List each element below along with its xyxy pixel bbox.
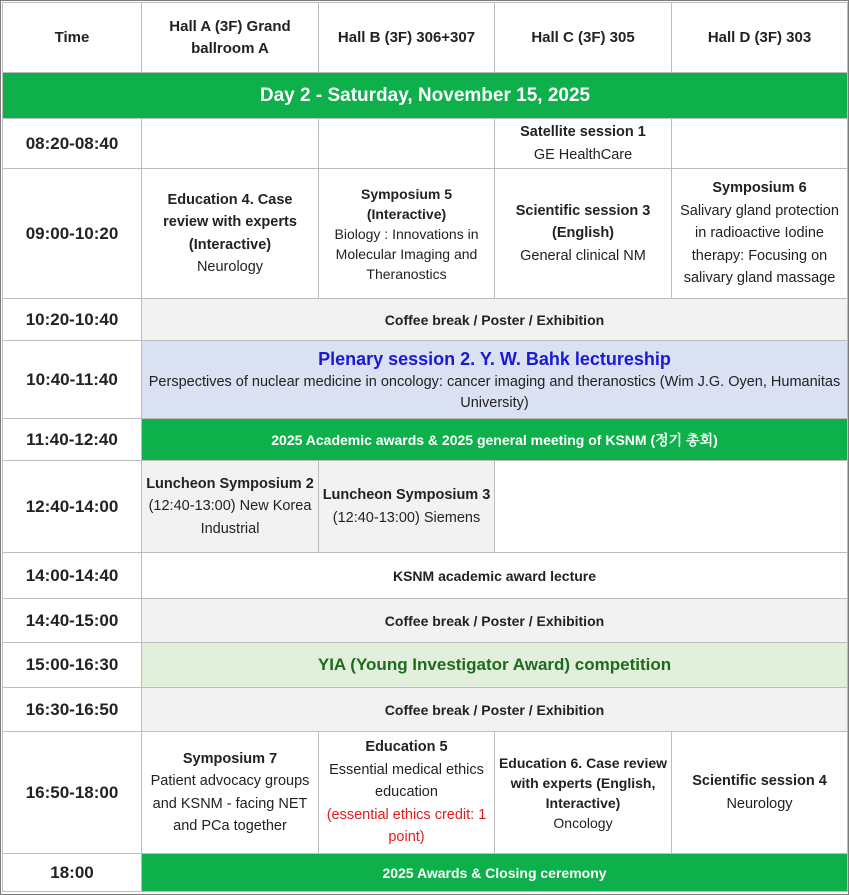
table-row xyxy=(3,119,848,169)
empty-cell xyxy=(672,119,848,169)
time-cell: 14:00-14:40 xyxy=(3,553,142,599)
session-title: Symposium 6 xyxy=(712,180,807,197)
table-row xyxy=(3,732,848,854)
session-title: Luncheon Symposium 2 xyxy=(146,475,314,492)
session-detail: Neurology xyxy=(726,795,793,812)
session-title: Luncheon Symposium 3 xyxy=(322,487,491,503)
session-cell xyxy=(495,169,672,299)
time-cell: 15:00-16:30 xyxy=(3,643,142,688)
table-row xyxy=(3,688,848,732)
session-cell xyxy=(672,732,848,854)
session-cell xyxy=(142,461,319,553)
day-row xyxy=(3,73,848,119)
time-cell: 09:00-10:20 xyxy=(3,169,142,299)
session-cell xyxy=(319,732,495,854)
break-cell: Coffee break / Poster / Exhibition xyxy=(142,599,848,643)
time-cell: 12:40-14:00 xyxy=(3,461,142,553)
session-title: Education 6. Case review with experts (English, Interactive) xyxy=(498,754,668,811)
time-cell: 10:40-11:40 xyxy=(3,341,142,419)
table-row xyxy=(3,341,848,419)
session-title: Symposium 5 (Interactive) xyxy=(360,185,453,222)
col-header-hall-a: Hall A (3F) Grand ballroom A xyxy=(142,3,319,73)
session-detail: Biology : Innovations in Molecular Imaging and Theranostics xyxy=(334,225,479,282)
closing-cell: 2025 Awards & Closing ceremony xyxy=(142,854,848,892)
table-row xyxy=(3,599,848,643)
table-row xyxy=(3,169,848,299)
session-title: Symposium 7 xyxy=(182,750,278,767)
session-cell xyxy=(142,732,319,854)
table-row xyxy=(3,299,848,341)
session-cell xyxy=(672,169,848,299)
table-row xyxy=(3,854,848,892)
session-detail: GE HealthCare xyxy=(533,146,633,163)
table-row xyxy=(3,419,848,461)
session-cell xyxy=(319,461,495,553)
ethics-credit-note: (essential ethics credit: 1 point) xyxy=(326,806,487,846)
col-header-hall-c: Hall C (3F) 305 xyxy=(495,3,672,73)
empty-cell xyxy=(495,461,848,553)
time-cell: 14:40-15:00 xyxy=(3,599,142,643)
time-cell: 11:40-12:40 xyxy=(3,419,142,461)
header-row xyxy=(3,3,848,73)
plenary-title: Plenary session 2. Y. W. Bahk lectureship xyxy=(318,348,671,369)
schedule-table xyxy=(2,2,848,892)
plenary-cell xyxy=(142,341,848,419)
session-title: Education 4. Case review with experts (Interactive) xyxy=(163,191,297,253)
col-header-hall-b: Hall B (3F) 306+307 xyxy=(319,3,495,73)
day-banner: Day 2 - Saturday, November 15, 2025 xyxy=(3,73,848,119)
time-cell: 18:00 xyxy=(3,854,142,892)
session-detail: (12:40-13:00) New Korea Industrial xyxy=(148,498,312,537)
session-detail: Neurology xyxy=(196,259,264,275)
session-cell xyxy=(495,732,672,854)
time-cell: 16:30-16:50 xyxy=(3,688,142,732)
empty-cell xyxy=(142,119,319,169)
lecture-cell: KSNM academic award lecture xyxy=(142,553,848,599)
competition-cell: YIA (Young Investigator Award) competition xyxy=(142,643,848,688)
session-title: Scientific session 4 xyxy=(692,773,827,789)
table-row xyxy=(3,553,848,599)
session-cell xyxy=(319,169,495,299)
break-cell: Coffee break / Poster / Exhibition xyxy=(142,688,848,732)
session-title: Satellite session 1 xyxy=(520,124,646,140)
time-cell: 08:20-08:40 xyxy=(3,119,142,169)
session-detail: General clinical NM xyxy=(520,247,646,264)
session-detail: Oncology xyxy=(553,814,613,831)
time-cell: 10:20-10:40 xyxy=(3,299,142,341)
session-title: Scientific session 3 (English) xyxy=(515,202,651,242)
col-header-time: Time xyxy=(3,3,142,73)
session-detail: Patient advocacy groups and KSNM - facing NET and PCa together xyxy=(150,773,310,834)
session-cell xyxy=(495,119,672,169)
empty-cell xyxy=(319,119,495,169)
session-cell xyxy=(142,169,319,299)
meeting-cell: 2025 Academic awards & 2025 general meeting of KSNM (정기 총회) xyxy=(142,419,848,461)
session-detail: Salivary gland protection in radioactive Iodine therapy: Focusing on salivary gland massage xyxy=(680,202,839,287)
table-row xyxy=(3,643,848,688)
break-cell: Coffee break / Poster / Exhibition xyxy=(142,299,848,341)
plenary-detail: Perspectives of nuclear medicine in oncology: cancer imaging and theranostics (Wim J.G. Oyen, Humanitas University) xyxy=(148,373,841,411)
col-header-hall-d: Hall D (3F) 303 xyxy=(672,3,848,73)
session-title: Education 5 xyxy=(365,739,448,756)
table-row xyxy=(3,461,848,553)
session-detail: Essential medical ethics education xyxy=(329,761,484,801)
time-cell: 16:50-18:00 xyxy=(3,732,142,854)
session-detail: (12:40-13:00) Siemens xyxy=(332,509,481,526)
